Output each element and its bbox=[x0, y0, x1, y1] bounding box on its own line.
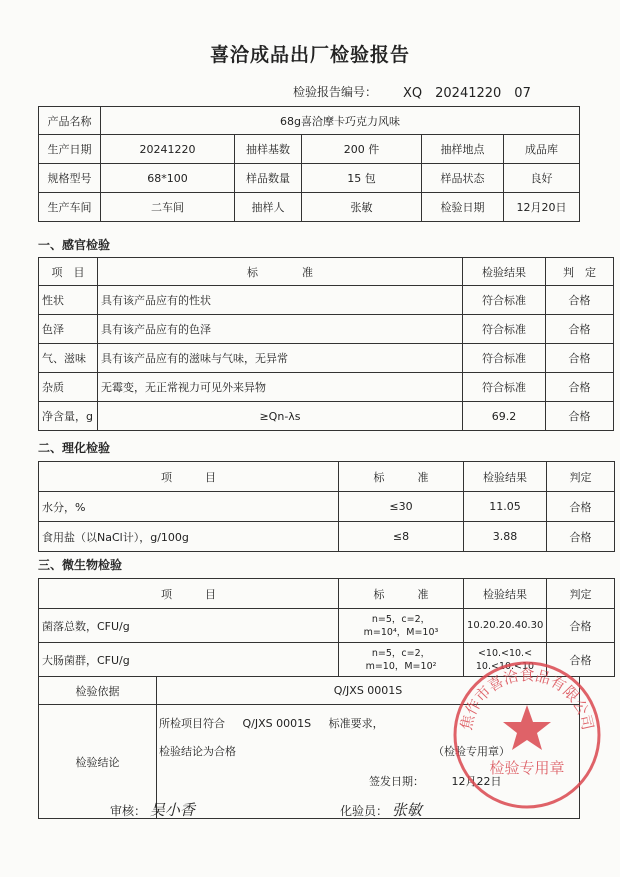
std-line: m=10，M=10² bbox=[365, 660, 437, 672]
row-judge: 合格 bbox=[547, 643, 615, 677]
col-header: 判定 bbox=[547, 579, 615, 609]
table-row bbox=[39, 609, 615, 643]
physchem-heading: 二、理化检验 bbox=[38, 441, 111, 455]
std-line: m=10⁴，M=10³ bbox=[363, 626, 439, 638]
row-result: 69.2 bbox=[463, 402, 546, 431]
conclusion-label: 检验结论 bbox=[39, 705, 157, 819]
reviewer-label: 审核： bbox=[110, 804, 147, 818]
row-result: 3.88 bbox=[464, 522, 547, 552]
report-number-label: 检验报告编号： bbox=[293, 85, 378, 99]
workshop: 二车间 bbox=[101, 193, 235, 222]
seal-note: （检验专用章） bbox=[433, 745, 510, 758]
row-item: 杂质 bbox=[39, 373, 98, 402]
row-standard bbox=[339, 643, 464, 677]
product-name-label: 产品名称 bbox=[39, 107, 101, 135]
col-header: 标 准 bbox=[339, 579, 464, 609]
table-row bbox=[39, 286, 614, 315]
info-table bbox=[38, 106, 580, 222]
conclusion-text: 所检项目符合 bbox=[159, 717, 225, 730]
row-standard: 具有该产品应有的性状 bbox=[98, 286, 463, 315]
sample-place-label: 抽样地点 bbox=[422, 135, 504, 164]
sample-qty-label: 样品数量 bbox=[235, 164, 302, 193]
reviewer bbox=[110, 799, 195, 820]
inspect-date-label: 检验日期 bbox=[422, 193, 504, 222]
row-item: 色泽 bbox=[39, 315, 98, 344]
col-header: 项 目 bbox=[39, 258, 98, 286]
table-row bbox=[39, 522, 615, 552]
report-number bbox=[293, 83, 531, 101]
col-header: 判 定 bbox=[546, 258, 614, 286]
sample-state-label: 样品状态 bbox=[422, 164, 504, 193]
inspect-date: 12月20日 bbox=[504, 193, 580, 222]
result-line: 10.<10.<10 bbox=[475, 660, 535, 672]
col-header: 检验结果 bbox=[463, 258, 546, 286]
std-line: n=5，c=2， bbox=[371, 613, 431, 625]
row-result: 11.05 bbox=[464, 492, 547, 522]
table-row bbox=[39, 344, 614, 373]
table-row bbox=[39, 492, 615, 522]
sampler-label: 抽样人 bbox=[235, 193, 302, 222]
sample-base: 200 件 bbox=[302, 135, 422, 164]
col-header: 标 准 bbox=[98, 258, 463, 286]
table-row bbox=[39, 373, 614, 402]
row-result: 符合标准 bbox=[463, 286, 546, 315]
sampler: 张敏 bbox=[302, 193, 422, 222]
row-item: 食用盐（以NaCl计），g/100g bbox=[39, 522, 339, 552]
row-item: 净含量，g bbox=[39, 402, 98, 431]
table-row bbox=[39, 402, 614, 431]
row-result: 符合标准 bbox=[463, 344, 546, 373]
issue-date-label: 签发日期： bbox=[369, 775, 424, 788]
row-result: 10.20.20.40.30 bbox=[464, 609, 547, 643]
col-header: 检验结果 bbox=[464, 462, 547, 492]
row-item: 水分，% bbox=[39, 492, 339, 522]
row-standard: ≤30 bbox=[339, 492, 464, 522]
seal-star-icon bbox=[503, 705, 551, 750]
basis-label: 检验依据 bbox=[39, 677, 157, 705]
sample-place: 成品库 bbox=[504, 135, 580, 164]
seal-purpose-text: 检验专用章 bbox=[489, 759, 565, 777]
sensory-heading: 一、感官检验 bbox=[38, 238, 111, 252]
std-line: n=5，c=2， bbox=[371, 647, 431, 659]
row-standard: ≥Qn-λs bbox=[98, 402, 463, 431]
row-item: 性状 bbox=[39, 286, 98, 315]
sample-base-label: 抽样基数 bbox=[235, 135, 302, 164]
col-header: 标 准 bbox=[339, 462, 464, 492]
micro-heading: 三、微生物检验 bbox=[38, 558, 123, 572]
issue-date-value: 12月22日 bbox=[451, 775, 502, 788]
table-row bbox=[39, 315, 614, 344]
row-result: 符合标准 bbox=[463, 315, 546, 344]
row-judge: 合格 bbox=[546, 373, 614, 402]
row-judge: 合格 bbox=[547, 609, 615, 643]
row-standard: ≤8 bbox=[339, 522, 464, 552]
sensory-table bbox=[38, 257, 614, 431]
row-judge: 合格 bbox=[546, 286, 614, 315]
row-judge: 合格 bbox=[546, 315, 614, 344]
product-name: 68g喜洽摩卡巧克力风味 bbox=[101, 107, 580, 135]
col-header: 项 目 bbox=[39, 462, 339, 492]
row-judge: 合格 bbox=[546, 402, 614, 431]
col-header: 判定 bbox=[547, 462, 615, 492]
col-header: 项 目 bbox=[39, 579, 339, 609]
report-number-value: XQ 20241220 07 bbox=[403, 86, 531, 101]
prod-date: 20241220 bbox=[101, 135, 235, 164]
spec: 68*100 bbox=[101, 164, 235, 193]
row-item: 大肠菌群，CFU/g bbox=[39, 643, 339, 677]
sample-qty: 15 包 bbox=[302, 164, 422, 193]
col-header: 检验结果 bbox=[464, 579, 547, 609]
row-standard bbox=[339, 609, 464, 643]
reviewer-signature: 吴小香 bbox=[149, 801, 195, 819]
spec-label: 规格型号 bbox=[39, 164, 101, 193]
sample-state: 良好 bbox=[504, 164, 580, 193]
result-line: <10.<10.< bbox=[477, 647, 533, 659]
report-title: 喜洽成品出厂检验报告 bbox=[209, 44, 410, 66]
row-judge: 合格 bbox=[546, 344, 614, 373]
physchem-table bbox=[38, 461, 615, 552]
conclusion-text: 标准要求， bbox=[328, 717, 384, 730]
conclusion-line1 bbox=[159, 715, 384, 731]
row-item: 菌落总数，CFU/g bbox=[39, 609, 339, 643]
row-standard: 无霉变，无正常视力可见外来异物 bbox=[98, 373, 463, 402]
tester-signature: 张敏 bbox=[391, 801, 422, 819]
tester-label: 化验员： bbox=[340, 804, 389, 818]
workshop-label: 生产车间 bbox=[39, 193, 101, 222]
basis-value: Q/JXS 0001S bbox=[157, 677, 580, 705]
seal-company-text: 焦作市喜洽食品有限公司 bbox=[457, 666, 597, 732]
row-result: 符合标准 bbox=[463, 373, 546, 402]
row-judge: 合格 bbox=[547, 492, 615, 522]
conclusion-line2: 检验结论为合格 bbox=[159, 745, 236, 758]
conclusion-standard: Q/JXS 0001S bbox=[242, 717, 312, 730]
tester bbox=[340, 799, 422, 820]
row-standard: 具有该产品应有的色泽 bbox=[98, 315, 463, 344]
row-standard: 具有该产品应有的滋味与气味，无异常 bbox=[98, 344, 463, 373]
company-seal bbox=[447, 655, 607, 815]
prod-date-label: 生产日期 bbox=[39, 135, 101, 164]
row-item: 气、滋味 bbox=[39, 344, 98, 373]
row-judge: 合格 bbox=[547, 522, 615, 552]
